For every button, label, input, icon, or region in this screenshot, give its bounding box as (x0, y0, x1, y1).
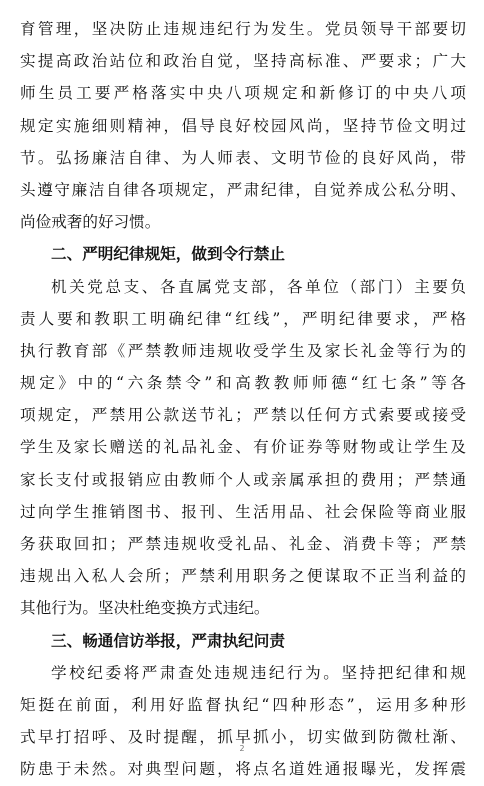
paragraph-line: 其他行为。坚决杜绝变换方式违纪。 (20, 599, 270, 618)
paragraph-line: 学校纪委将严肃查处违规违纪行为。坚持把纪律和规 (51, 663, 466, 682)
paragraph-line: 头遵守廉洁自律各项规定，严肃纪律，自觉养成公私分明、 (20, 180, 466, 199)
paragraph-line: 学生及家长赠送的礼品礼金、有价证券等财物或让学生及 (20, 438, 466, 457)
paragraph-line: 防患于未然。对典型问题，将点名道姓通报曝光，发挥震 (20, 760, 466, 779)
paragraph-line: 实提高政治站位和政治自觉，坚持高标准、严要求；广大 (20, 52, 466, 71)
paragraph-line: 式早打招呼、及时提醒，抓早抓小，切实做到防微杜渐、 (20, 728, 466, 747)
paragraph-line: 执行教育部《严禁教师违规收受学生及家长礼金等行为的 (20, 341, 466, 360)
paragraph-line: 师生员工要严格落实中央八项规定和新修订的中央八项 (20, 84, 466, 103)
paragraph-line: 违规出入私人会所；严禁利用职务之便谋取不正当利益的 (20, 567, 466, 586)
paragraph-line: 机关党总支、各直属党支部，各单位（部门）主要负 (51, 277, 466, 296)
section-heading: 三、畅通信访举报，严肃执纪问责 (51, 631, 285, 650)
paragraph-line: 规定实施细则精神，倡导良好校园风尚，坚持节俭文明过 (20, 116, 466, 135)
paragraph-line: 过向学生推销图书、报刊、生活用品、社会保险等商业服 (20, 502, 466, 521)
paragraph-line: 责人要和教职工明确纪律“红线”，严明纪律要求，严格 (20, 309, 466, 328)
paragraph-line: 节。弘扬廉洁自律、为人师表、文明节俭的良好风尚，带 (20, 148, 466, 167)
document-body (20, 13, 466, 786)
paragraph-line: 项规定，严禁用公款送节礼；严禁以任何方式索要或接受 (20, 406, 466, 425)
page-number: 2 (239, 744, 245, 753)
paragraph-line: 矩挺在前面，利用好监督执纪“四种形态”，运用多种形 (20, 695, 466, 714)
paragraph-line: 尚俭戒奢的好习惯。 (20, 213, 161, 232)
paragraph-line: 务获取回扣；严禁违规收受礼品、礼金、消费卡等；严禁 (20, 535, 466, 553)
section-heading: 二、严明纪律规矩，做到令行禁止 (51, 245, 285, 264)
paragraph-line: 家长支付或报销应由教师个人或亲属承担的费用；严禁通 (20, 470, 466, 489)
paragraph-line: 规定》中的“六条禁令”和高教教师师德“红七条”等各 (20, 374, 466, 393)
paragraph-line: 育管理，坚决防止违规违纪行为发生。党员领导干部要切 (20, 20, 466, 38)
